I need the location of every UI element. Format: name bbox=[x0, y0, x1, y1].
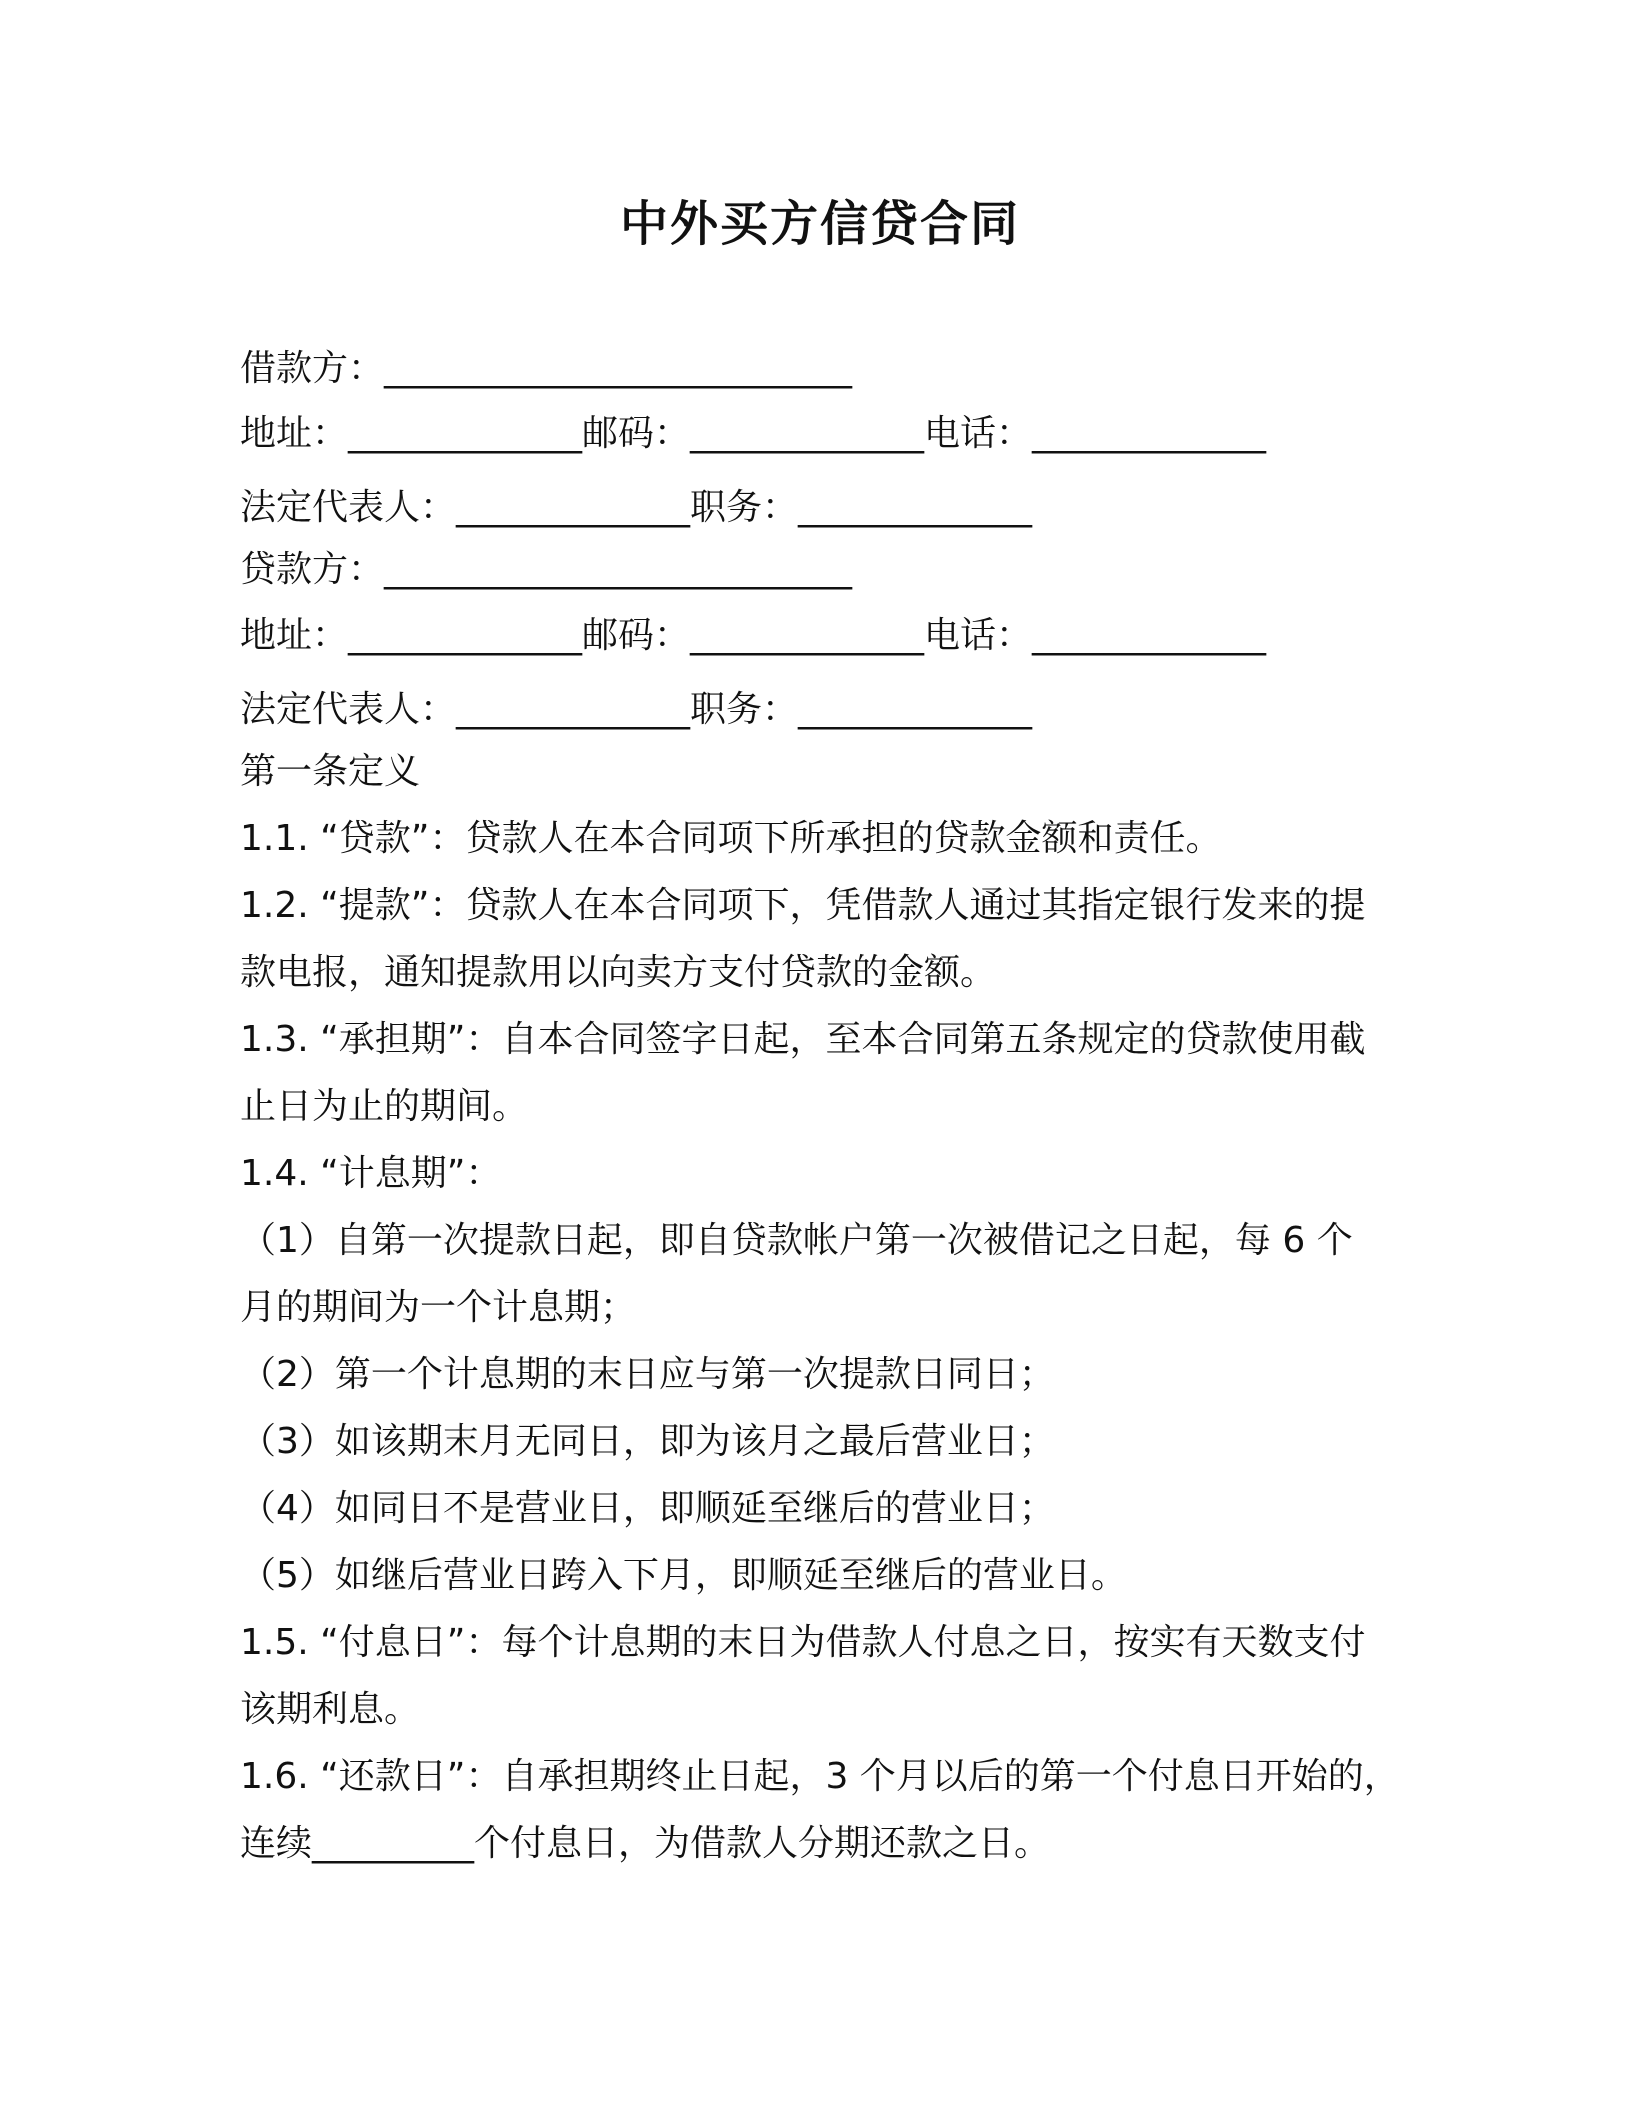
lender-name-line: 贷款方：__________________________ bbox=[240, 549, 853, 590]
clause-line: 1.2. “提款”：贷款人在本合同项下，凭借款人通过其指定银行发来的提 bbox=[240, 885, 1366, 926]
clause-line: （1）自第一次提款日起，即自贷款帐户第一次被借记之日起，每 6 个 bbox=[240, 1220, 1353, 1261]
article-heading: 第一条定义 bbox=[240, 751, 421, 792]
clause-line: （3）如该期末月无同日，即为该月之最后营业日； bbox=[240, 1421, 1055, 1462]
document-title: 中外买方信贷合同 bbox=[619, 196, 1020, 252]
clause-line: 连续_________个付息日，为借款人分期还款之日。 bbox=[240, 1823, 1051, 1864]
clause-line: 1.1. “贷款”：贷款人在本合同项下所承担的贷款金额和责任。 bbox=[240, 818, 1222, 859]
clause-line: （5）如继后营业日跨入下月，即顺延至继后的营业日。 bbox=[240, 1555, 1127, 1596]
clause-line: 1.5. “付息日”：每个计息期的末日为借款人付息之日，按实有天数支付 bbox=[240, 1622, 1366, 1663]
clause-line: 1.6. “还款日”：自承担期终止日起，3 个月以后的第一个付息日开始的， bbox=[240, 1756, 1400, 1797]
borrower-contact-line: 地址：_____________邮码：_____________电话：_____________ bbox=[240, 413, 1267, 454]
clause-line: 月的期间为一个计息期； bbox=[240, 1287, 637, 1328]
clause-line: （4）如同日不是营业日，即顺延至继后的营业日； bbox=[240, 1488, 1055, 1529]
clause-line: 该期利息。 bbox=[240, 1689, 421, 1730]
clause-line: （2）第一个计息期的末日应与第一次提款日同日； bbox=[240, 1354, 1055, 1395]
lender-contact-line: 地址：_____________邮码：_____________电话：_____________ bbox=[240, 615, 1267, 656]
clause-line: 止日为止的期间。 bbox=[240, 1086, 529, 1127]
borrower-representative-line: 法定代表人：_____________职务：_____________ bbox=[240, 487, 1033, 528]
clause-line: 1.3. “承担期”：自本合同签字日起，至本合同第五条规定的贷款使用截 bbox=[240, 1019, 1366, 1060]
clause-line: 1.4. “计息期”： bbox=[240, 1153, 502, 1194]
lender-representative-line: 法定代表人：_____________职务：_____________ bbox=[240, 689, 1033, 730]
clause-line: 款电报，通知提款用以向卖方支付贷款的金额。 bbox=[240, 952, 997, 993]
borrower-name-line: 借款方：__________________________ bbox=[240, 348, 853, 389]
